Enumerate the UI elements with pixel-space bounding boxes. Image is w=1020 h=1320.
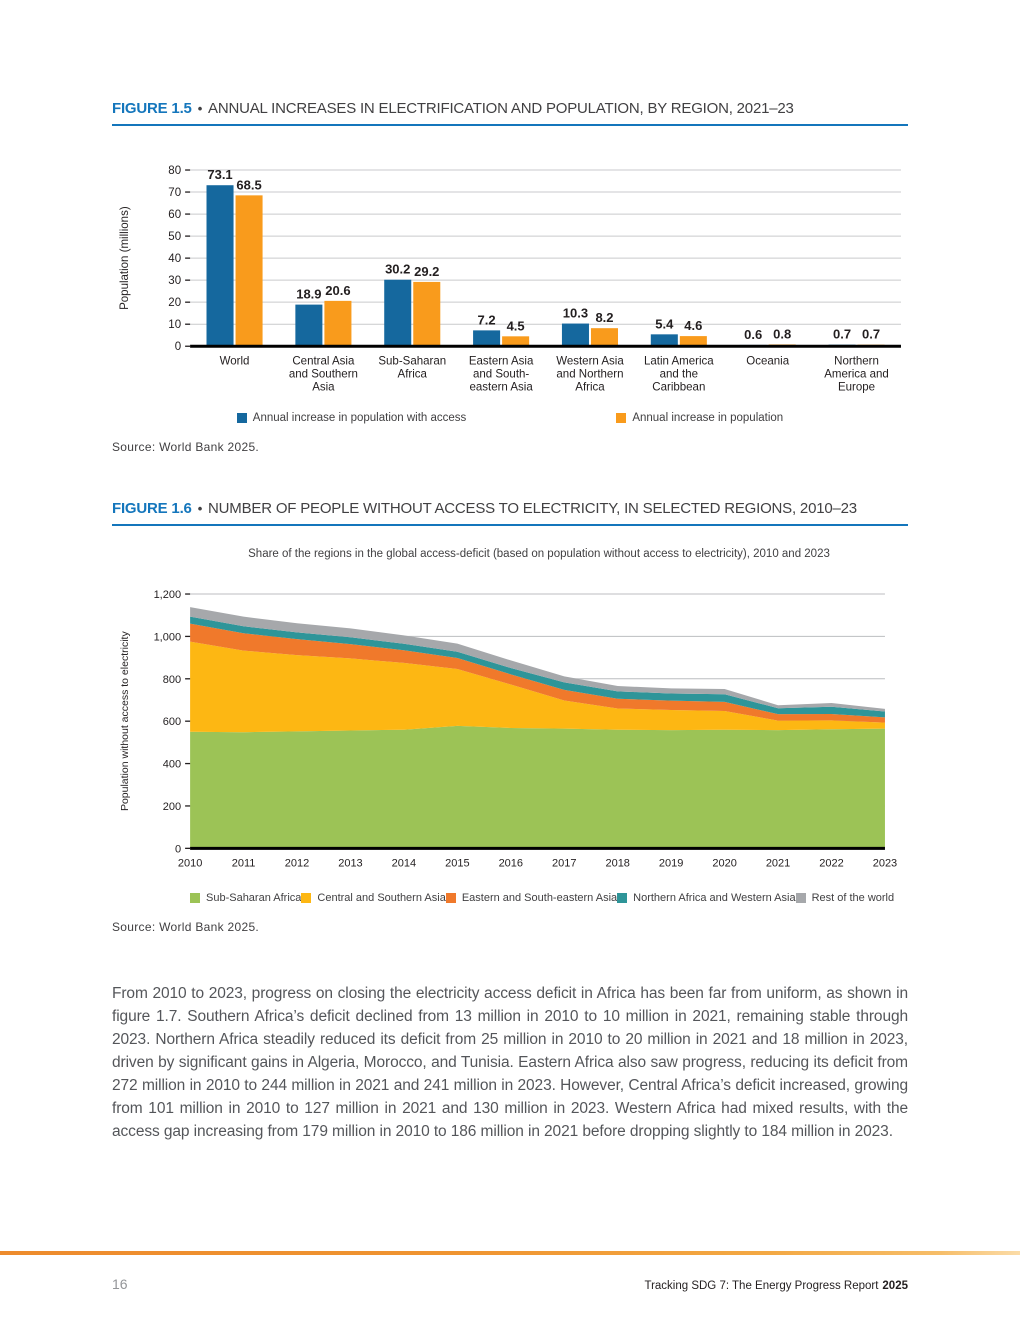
y-tick-label: 200 xyxy=(162,800,182,813)
bar xyxy=(591,328,618,346)
area-chart-subtitle: Share of the regions in the global access-deficit (based on population without access to electricity), 2010 and 2023 xyxy=(248,548,830,561)
report-year: 2025 xyxy=(882,1280,908,1292)
legend-item xyxy=(301,892,445,904)
area-series xyxy=(190,726,885,848)
category-label: Northern xyxy=(834,355,879,368)
figure-1-5-rule xyxy=(112,124,908,126)
category-label: Asia xyxy=(312,381,335,394)
category-label: Central Asia xyxy=(292,355,355,368)
bar-value-label: 0.7 xyxy=(862,326,881,342)
figure-1-5-source: Source: World Bank 2025. xyxy=(112,440,260,455)
legend-item xyxy=(446,892,617,904)
bar xyxy=(562,324,589,347)
category-label: Africa xyxy=(575,381,605,394)
legend-label: Sub-Saharan Africa xyxy=(206,892,302,905)
y-tick-label: 50 xyxy=(168,231,182,244)
y-tick-label: 0 xyxy=(174,843,182,856)
legend-item xyxy=(617,892,795,904)
figure-1-6-rule xyxy=(112,524,908,526)
bar-value-label: 73.1 xyxy=(207,167,233,183)
y-tick-label: 800 xyxy=(162,673,182,686)
bar-chart xyxy=(112,152,908,410)
legend-swatch xyxy=(617,893,627,903)
x-tick-label: 2019 xyxy=(658,857,684,870)
figure-1-5-block xyxy=(112,100,908,454)
category-label: Oceania xyxy=(746,355,790,368)
bar-chart-svg xyxy=(112,152,908,410)
bar-value-label: 10.3 xyxy=(562,305,589,321)
figure-title-bullet: • xyxy=(197,501,203,517)
figure-1-6-title xyxy=(112,500,908,517)
bar-value-label: 0.7 xyxy=(832,326,852,342)
category-label: eastern Asia xyxy=(469,381,533,394)
category-label: Eastern Asia xyxy=(468,355,534,368)
category-label: Caribbean xyxy=(652,381,706,394)
legend-swatch xyxy=(190,893,200,903)
y-tick-label: 40 xyxy=(168,253,182,266)
bar-value-label: 0.8 xyxy=(773,326,792,342)
category-label: and South- xyxy=(472,368,530,381)
figure-1-6-label: FIGURE 1.6 xyxy=(112,500,192,518)
bar xyxy=(295,305,322,347)
y-tick-label: 30 xyxy=(168,275,182,288)
figure-1-5-heading: ANNUAL INCREASES IN ELECTRIFICATION AND POPULATION, BY REGION, 2021–23 xyxy=(208,100,794,117)
y-tick-label: 60 xyxy=(168,209,182,222)
bar-value-label: 8.2 xyxy=(595,310,614,326)
bar-value-label: 4.5 xyxy=(506,318,525,334)
page-number: 16 xyxy=(112,1276,128,1292)
bar xyxy=(236,195,263,346)
x-tick-label: 2022 xyxy=(819,857,844,870)
legend-item xyxy=(796,892,895,904)
x-tick-label: 2018 xyxy=(605,857,630,870)
x-tick-label: 2014 xyxy=(391,857,417,870)
y-axis-title: Population (millions) xyxy=(119,206,132,310)
bar-value-label: 0.6 xyxy=(744,326,763,342)
category-label: and Southern xyxy=(288,368,358,381)
y-tick-label: 10 xyxy=(168,319,182,332)
bar xyxy=(207,185,234,346)
area-chart-legend xyxy=(190,892,895,905)
bar xyxy=(680,336,707,346)
x-tick-label: 2013 xyxy=(338,857,363,870)
legend-swatch xyxy=(301,893,311,903)
category-label: Latin America xyxy=(643,355,714,368)
y-tick-label: 400 xyxy=(162,758,182,771)
category-label: America and xyxy=(824,368,889,381)
report-title-text: Tracking SDG 7: The Energy Progress Report xyxy=(644,1280,879,1292)
x-tick-label: 2010 xyxy=(177,857,203,870)
y-tick-label: 600 xyxy=(162,715,182,728)
legend-item xyxy=(190,892,301,904)
y-tick-label: 70 xyxy=(168,187,182,200)
legend-label: Northern Africa and Western Asia xyxy=(633,892,796,905)
y-tick-label: 0 xyxy=(174,341,182,354)
x-tick-label: 2023 xyxy=(872,857,898,870)
bar xyxy=(384,280,411,347)
legend-label: Rest of the world xyxy=(811,892,895,905)
category-label: and Northern xyxy=(556,368,624,381)
legend-swatch xyxy=(446,893,456,903)
figure-title-bullet: • xyxy=(197,101,203,116)
category-label: Western Asia xyxy=(556,355,624,368)
legend-label: Annual increase in population with access xyxy=(252,412,467,425)
legend-item xyxy=(616,412,783,424)
bar-chart-legend xyxy=(112,412,908,424)
category-label: Africa xyxy=(397,368,427,381)
bar-value-label: 29.2 xyxy=(414,263,440,279)
bar xyxy=(473,330,500,346)
figure-1-6-heading: NUMBER OF PEOPLE WITHOUT ACCESS TO ELECTRICITY, IN SELECTED REGIONS, 2010–23 xyxy=(208,500,857,518)
category-label: Sub-Saharan xyxy=(378,355,447,368)
legend-label: Central and Southern Asia xyxy=(317,892,446,905)
bar xyxy=(651,334,678,346)
bar-value-label: 7.2 xyxy=(477,312,496,328)
figure-1-6-source: Source: World Bank 2025. xyxy=(112,920,260,935)
body-paragraph: From 2010 to 2023, progress on closing the electricity access deficit in Africa has been far from uniform, as shown in figure 1.7. Southern Africa’s deficit declined from 13 million in 2010 to 10 million in 2021, remaining stable through 2023. Northern Africa steadily reduced its deficit from 25 million in 2010 to 20 million in 2021 and 18 million in 2023, driven by significant gains in Algeria, Morocco, and Tunisia. Eastern Africa also saw progress, reducing its deficit from 272 million in 2010 to 244 million in 2021 and 241 million in 2023. However, Central Africa’s deficit increased, growing from 101 million in 2010 to 127 million in 2021 and 130 million in 2023. Western Africa had mixed results, with the access gap increasing from 179 million in 2010 to 186 million in 2021 before dropping slightly to 184 million in 2023. xyxy=(112,985,908,1141)
x-tick-label: 2017 xyxy=(552,857,577,870)
x-tick-label: 2011 xyxy=(231,857,256,870)
figure-1-5-title xyxy=(112,100,908,117)
page-footer xyxy=(112,1276,908,1292)
bar-value-label: 20.6 xyxy=(325,282,351,298)
y-tick-label: 1,200 xyxy=(153,588,182,601)
bar xyxy=(324,301,351,346)
bar-value-label: 30.2 xyxy=(385,261,411,277)
category-label: Europe xyxy=(837,381,876,394)
y-axis-title: Population without access to electricity xyxy=(119,631,132,811)
x-tick-label: 2012 xyxy=(284,857,310,870)
category-label: World xyxy=(219,355,250,368)
legend-item xyxy=(237,412,467,424)
category-label: and the xyxy=(659,368,699,381)
area-chart-svg xyxy=(112,572,908,880)
y-tick-label: 1,000 xyxy=(153,631,182,644)
legend-swatch xyxy=(796,893,806,903)
report-footer-title xyxy=(644,1280,908,1292)
y-tick-label: 20 xyxy=(168,297,182,310)
footer-accent-bar xyxy=(0,1251,1020,1255)
x-tick-label: 2016 xyxy=(498,857,524,870)
bar-value-label: 18.9 xyxy=(296,286,322,302)
y-tick-label: 80 xyxy=(168,165,182,178)
stacked-area-chart xyxy=(112,572,908,880)
figure-1-5-label: FIGURE 1.5 xyxy=(112,100,192,117)
bar-value-label: 4.6 xyxy=(684,318,703,334)
bar-value-label: 5.4 xyxy=(655,316,674,332)
x-tick-label: 2021 xyxy=(765,857,791,870)
bar-value-label: 68.5 xyxy=(236,177,262,193)
x-tick-label: 2015 xyxy=(445,857,470,870)
legend-swatch xyxy=(237,413,247,423)
legend-label: Annual increase in population xyxy=(632,412,784,425)
legend-swatch xyxy=(616,413,626,423)
legend-label: Eastern and South-eastern Asia xyxy=(461,892,618,905)
figure-1-6-block xyxy=(112,500,908,934)
x-tick-label: 2020 xyxy=(712,857,737,870)
bar xyxy=(413,282,440,346)
